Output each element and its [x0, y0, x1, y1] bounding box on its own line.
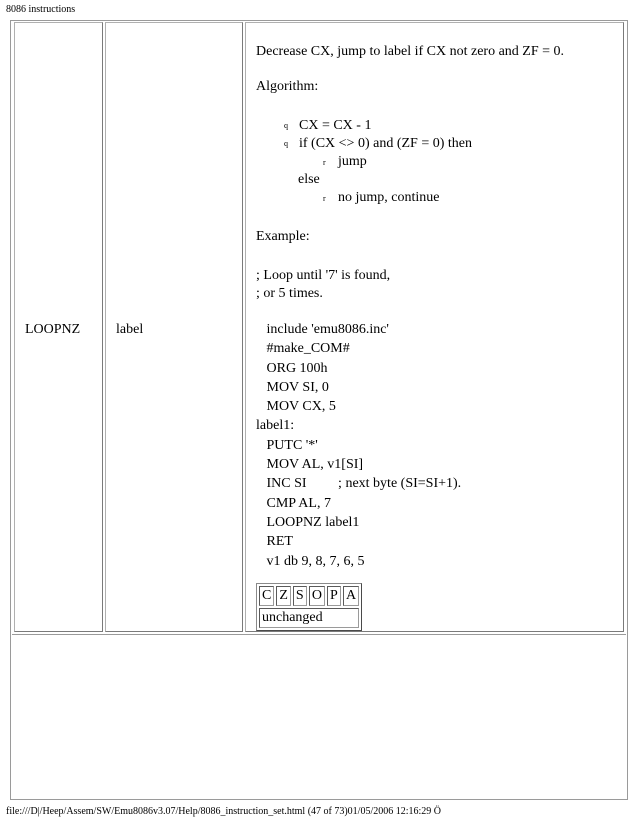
- flags-state: unchanged: [259, 608, 359, 628]
- flag-cell: Z: [276, 586, 291, 606]
- flags-header-row: [258, 585, 360, 607]
- mnemonic-cell: [14, 22, 103, 632]
- bullet-icon: q: [284, 121, 288, 130]
- description-content: [256, 43, 616, 631]
- algorithm-step-text: if (CX <> 0) and (ZF = 0) then: [299, 136, 472, 151]
- empty-table-row: [12, 634, 626, 798]
- page-footer: file:///D|/Heep/Assem/SW/Emu8086v3.07/Help/8086_instruction_set.html (47 of 73)01/05/2006 12:16:29 Ö: [6, 806, 442, 817]
- example-comment: ; Loop until '7' is found,: [256, 268, 391, 283]
- mnemonic-text: LOOPNZ: [25, 322, 81, 337]
- operand-text: label: [116, 322, 144, 337]
- flags-table: [256, 583, 362, 631]
- sub-bullet-icon: r: [323, 158, 326, 167]
- algorithm-list: [256, 117, 616, 207]
- algorithm-substep: [256, 189, 616, 207]
- algorithm-substep-text: no jump, continue: [338, 190, 440, 205]
- flag-cell: O: [309, 586, 325, 606]
- example-heading: Example:: [256, 229, 310, 244]
- bullet-icon: q: [284, 139, 288, 148]
- flag-cell: A: [343, 586, 359, 606]
- algorithm-step: [256, 117, 616, 135]
- flag-cell: S: [293, 586, 307, 606]
- example-code: include 'emu8086.inc' #make_COM# ORG 100h MOV SI, 0 MOV CX, 5 label1: PUTC '*' MOV AL, v1[SI] INC SI ; next byte (SI=SI+1). CMP AL, 7 LOOPNZ label1 RET v1 db 9, 8, 7, 6, 5: [256, 322, 462, 569]
- flag-cell: P: [327, 586, 341, 606]
- description-text: Decrease CX, jump to label if CX not zero and ZF = 0.: [256, 44, 565, 59]
- algorithm-step-text: CX = CX - 1: [299, 118, 372, 133]
- algorithm-else: else: [298, 172, 320, 187]
- description-cell: [245, 22, 624, 632]
- algorithm-substep: [256, 153, 616, 171]
- algorithm-substep-text: jump: [338, 154, 367, 169]
- algorithm-step: [256, 135, 616, 153]
- flag-cell: C: [259, 586, 274, 606]
- sub-bullet-icon: r: [323, 194, 326, 203]
- algorithm-heading: Algorithm:: [256, 79, 319, 94]
- example-comment: ; or 5 times.: [256, 286, 323, 301]
- page-header: 8086 instructions: [6, 4, 76, 15]
- operand-cell: [105, 22, 243, 632]
